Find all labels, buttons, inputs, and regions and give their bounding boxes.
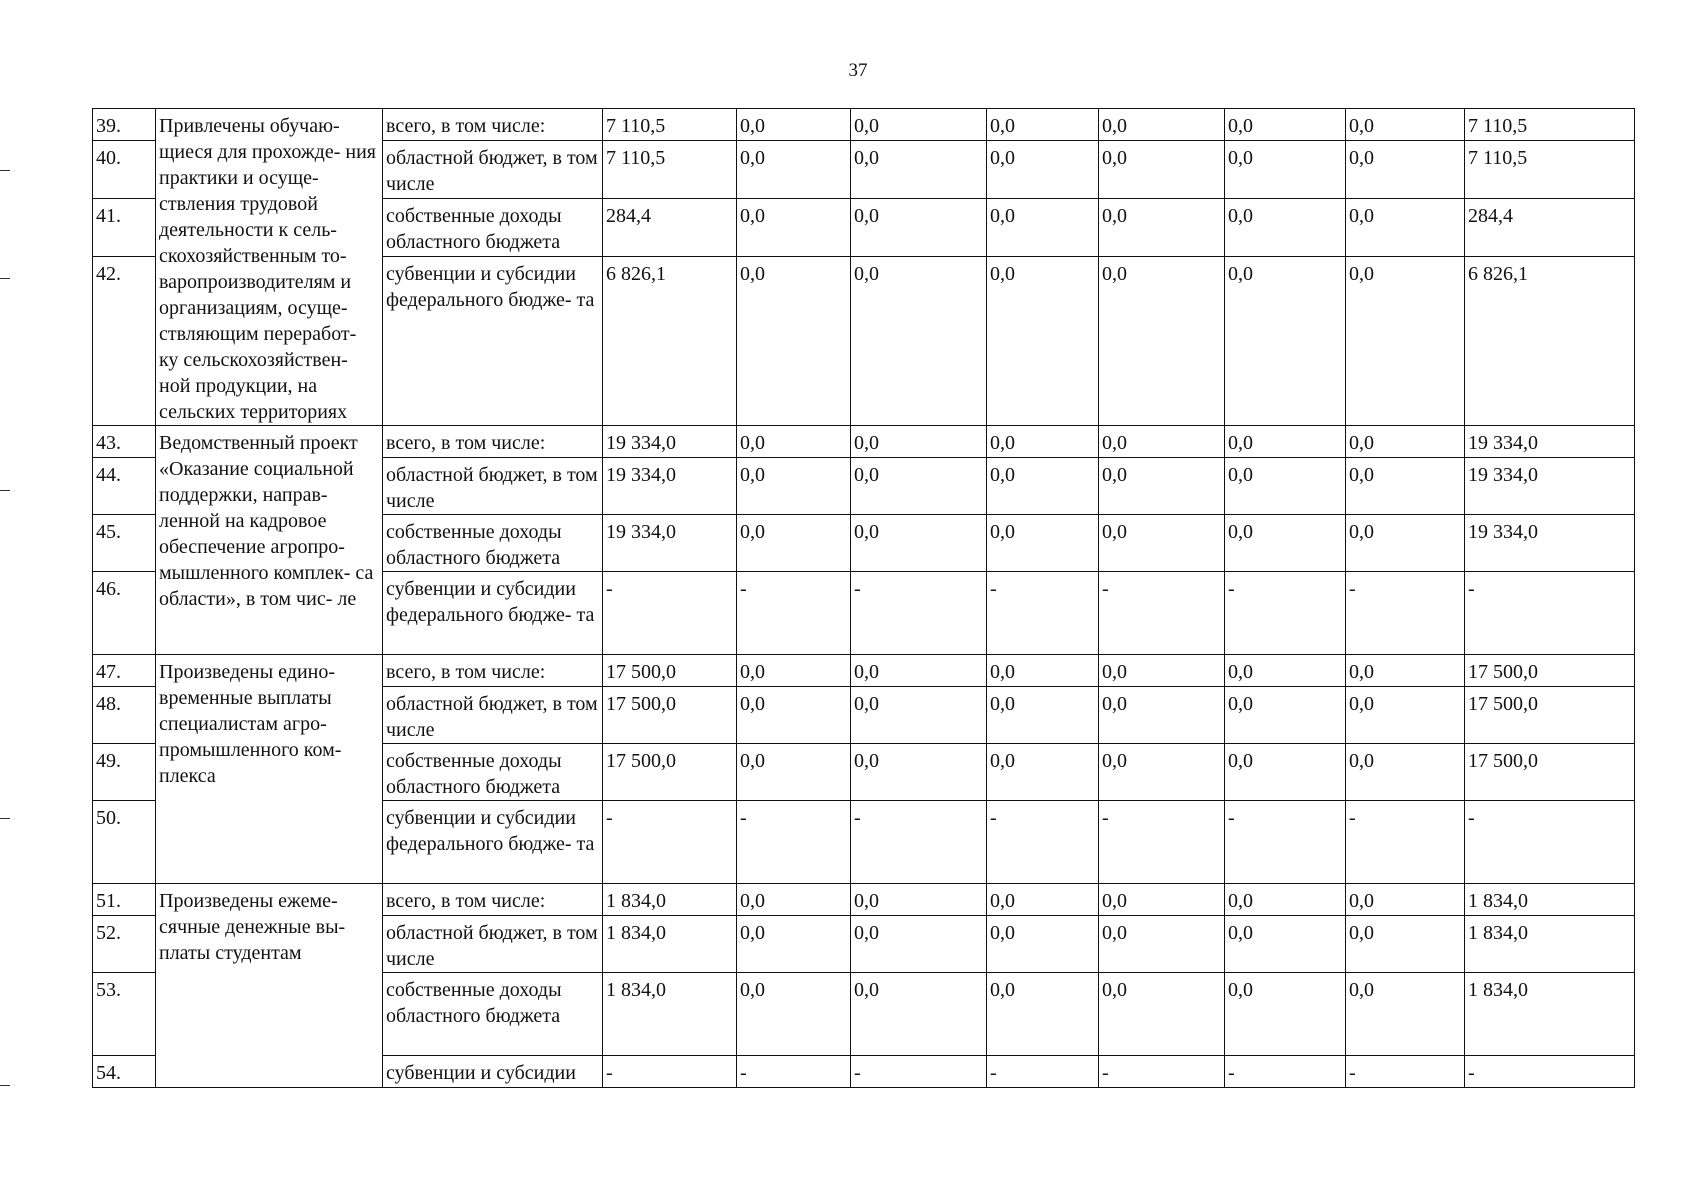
row-number: 52. (93, 916, 156, 973)
total-value-cell: 7 110,5 (1465, 109, 1635, 141)
value-cell: 0,0 (1099, 199, 1225, 257)
row-number: 43. (93, 426, 156, 458)
funding-source: собственные доходы областного бюджета (383, 199, 603, 257)
value-cell: 0,0 (851, 426, 987, 458)
value-cell: 1 834,0 (603, 916, 737, 973)
total-value-cell: - (1465, 1056, 1635, 1088)
total-value-cell: 1 834,0 (1465, 916, 1635, 973)
value-cell: 0,0 (1099, 256, 1225, 425)
value-cell: 0,0 (851, 199, 987, 257)
value-cell: - (987, 572, 1099, 655)
total-value-cell: 19 334,0 (1465, 426, 1635, 458)
value-cell: 17 500,0 (603, 655, 737, 687)
total-value-cell: 1 834,0 (1465, 884, 1635, 916)
total-value-cell: - (1465, 801, 1635, 884)
value-cell: 0,0 (851, 973, 987, 1056)
value-cell: 0,0 (1099, 458, 1225, 515)
row-number: 45. (93, 515, 156, 572)
value-cell: - (1225, 572, 1346, 655)
value-cell: 0,0 (1099, 141, 1225, 199)
value-cell: 0,0 (987, 141, 1099, 199)
value-cell: 0,0 (1225, 141, 1346, 199)
funding-source: областной бюджет, в том числе (383, 687, 603, 744)
value-cell: - (851, 801, 987, 884)
value-cell: 0,0 (1099, 426, 1225, 458)
value-cell: 0,0 (987, 655, 1099, 687)
row-number: 54. (93, 1056, 156, 1088)
value-cell: - (1099, 1056, 1225, 1088)
total-value-cell: 7 110,5 (1465, 141, 1635, 199)
value-cell: 0,0 (1346, 655, 1465, 687)
value-cell: 0,0 (1099, 884, 1225, 916)
value-cell: 0,0 (1346, 916, 1465, 973)
value-cell: 0,0 (987, 199, 1099, 257)
value-cell: 1 834,0 (603, 884, 737, 916)
row-number: 51. (93, 884, 156, 916)
page-number: 37 (848, 60, 868, 81)
value-cell: 19 334,0 (603, 458, 737, 515)
value-cell: - (851, 572, 987, 655)
value-cell: 0,0 (851, 744, 987, 801)
value-cell: - (987, 1056, 1099, 1088)
value-cell: 7 110,5 (603, 109, 737, 141)
funding-source: субвенции и субсидии (383, 1056, 603, 1088)
value-cell: 0,0 (1225, 687, 1346, 744)
value-cell: - (603, 1056, 737, 1088)
value-cell: 7 110,5 (603, 141, 737, 199)
value-cell: 0,0 (987, 515, 1099, 572)
activity-description: Привлечены обучаю- щиеся для прохожде- ния практики и осуще- ствления трудовой деятельности к сель- скохозяйственным то- варопроизводителям и организациям, осуще- ствляющим переработ- ку сельскохозяйствен- ной продукции, на сельских территориях (156, 109, 383, 426)
value-cell: 0,0 (851, 256, 987, 425)
value-cell: 0,0 (1346, 687, 1465, 744)
value-cell: 0,0 (851, 141, 987, 199)
value-cell: 0,0 (987, 687, 1099, 744)
total-value-cell: 17 500,0 (1465, 655, 1635, 687)
activity-description: Произведены ежеме- сячные денежные вы- платы студентам (156, 884, 383, 1088)
total-value-cell: 19 334,0 (1465, 515, 1635, 572)
value-cell: 0,0 (1225, 744, 1346, 801)
value-cell: 0,0 (737, 884, 851, 916)
value-cell: 0,0 (737, 515, 851, 572)
value-cell: 0,0 (987, 256, 1099, 425)
row-number: 49. (93, 744, 156, 801)
margin-mark (0, 278, 10, 279)
table-row (93, 884, 1635, 916)
value-cell: 17 500,0 (603, 687, 737, 744)
value-cell: 0,0 (987, 426, 1099, 458)
value-cell: 0,0 (1225, 916, 1346, 973)
row-number: 48. (93, 687, 156, 744)
value-cell: 0,0 (987, 884, 1099, 916)
row-number: 39. (93, 109, 156, 141)
margin-mark (0, 818, 10, 819)
value-cell: 0,0 (737, 199, 851, 257)
value-cell: 0,0 (1346, 884, 1465, 916)
total-value-cell: - (1465, 572, 1635, 655)
value-cell: - (1099, 572, 1225, 655)
value-cell: 0,0 (851, 916, 987, 973)
value-cell: 0,0 (737, 744, 851, 801)
total-value-cell: 1 834,0 (1465, 973, 1635, 1056)
value-cell: 0,0 (1099, 744, 1225, 801)
value-cell: 0,0 (737, 109, 851, 141)
row-number: 47. (93, 655, 156, 687)
value-cell: 0,0 (1346, 199, 1465, 257)
value-cell: 0,0 (737, 141, 851, 199)
value-cell: - (1346, 801, 1465, 884)
value-cell: 0,0 (987, 744, 1099, 801)
value-cell: 17 500,0 (603, 744, 737, 801)
total-value-cell: 19 334,0 (1465, 458, 1635, 515)
value-cell: 0,0 (851, 884, 987, 916)
value-cell: 0,0 (737, 916, 851, 973)
value-cell: 6 826,1 (603, 256, 737, 425)
value-cell: 0,0 (1346, 744, 1465, 801)
value-cell: 0,0 (851, 458, 987, 515)
value-cell: 0,0 (1225, 109, 1346, 141)
table-row (93, 655, 1635, 687)
funding-source: собственные доходы областного бюджета (383, 515, 603, 572)
row-number: 50. (93, 801, 156, 884)
margin-mark (0, 170, 10, 171)
row-number: 44. (93, 458, 156, 515)
value-cell: 0,0 (1225, 256, 1346, 425)
funding-source: всего, в том числе: (383, 109, 603, 141)
funding-source: собственные доходы областного бюджета (383, 973, 603, 1056)
row-number: 42. (93, 256, 156, 425)
value-cell: 0,0 (1346, 515, 1465, 572)
value-cell: 0,0 (737, 973, 851, 1056)
value-cell: 0,0 (987, 109, 1099, 141)
funding-source: всего, в том числе: (383, 655, 603, 687)
row-number: 41. (93, 199, 156, 257)
activity-description: Произведены едино- временные выплаты специалистам агро- промышленного ком- плекса (156, 655, 383, 884)
value-cell: 0,0 (987, 973, 1099, 1056)
value-cell: 0,0 (851, 515, 987, 572)
funding-source: всего, в том числе: (383, 884, 603, 916)
margin-mark (0, 1085, 10, 1086)
total-value-cell: 284,4 (1465, 199, 1635, 257)
budget-table (92, 108, 1635, 1088)
margin-mark (0, 490, 10, 491)
value-cell: 0,0 (1099, 916, 1225, 973)
value-cell: 0,0 (851, 109, 987, 141)
value-cell: 0,0 (1099, 655, 1225, 687)
total-value-cell: 17 500,0 (1465, 744, 1635, 801)
value-cell: - (603, 572, 737, 655)
value-cell: - (851, 1056, 987, 1088)
table-row (93, 109, 1635, 141)
value-cell: 0,0 (987, 458, 1099, 515)
funding-source: субвенции и субсидии федерального бюдже- та (383, 256, 603, 425)
value-cell: 0,0 (1225, 655, 1346, 687)
value-cell: 0,0 (1346, 973, 1465, 1056)
value-cell: 19 334,0 (603, 426, 737, 458)
value-cell: - (737, 572, 851, 655)
value-cell: 0,0 (1346, 458, 1465, 515)
value-cell: 0,0 (1225, 426, 1346, 458)
value-cell: 0,0 (1346, 109, 1465, 141)
value-cell: 0,0 (737, 256, 851, 425)
value-cell: 0,0 (1225, 884, 1346, 916)
funding-source: всего, в том числе: (383, 426, 603, 458)
value-cell: 0,0 (1346, 426, 1465, 458)
value-cell: - (1346, 1056, 1465, 1088)
table-row (93, 426, 1635, 458)
value-cell: - (1099, 801, 1225, 884)
funding-source: областной бюджет, в том числе (383, 141, 603, 199)
value-cell: 0,0 (737, 458, 851, 515)
value-cell: - (737, 801, 851, 884)
total-value-cell: 17 500,0 (1465, 687, 1635, 744)
value-cell: 0,0 (1099, 973, 1225, 1056)
row-number: 53. (93, 973, 156, 1056)
value-cell: 0,0 (851, 687, 987, 744)
value-cell: 0,0 (1099, 109, 1225, 141)
value-cell: 0,0 (1225, 973, 1346, 1056)
value-cell: 0,0 (1225, 515, 1346, 572)
activity-description: Ведомственный проект «Оказание социальной поддержки, направ- ленной на кадровое обеспечение агропро- мышленного комплек- са области», в том чис- ле (156, 426, 383, 655)
row-number: 40. (93, 141, 156, 199)
value-cell: 0,0 (737, 426, 851, 458)
total-value-cell: 6 826,1 (1465, 256, 1635, 425)
value-cell: - (1225, 801, 1346, 884)
value-cell: 284,4 (603, 199, 737, 257)
value-cell: 0,0 (1225, 458, 1346, 515)
funding-source: областной бюджет, в том числе (383, 916, 603, 973)
value-cell: 0,0 (987, 916, 1099, 973)
value-cell: - (603, 801, 737, 884)
value-cell: 0,0 (737, 655, 851, 687)
funding-source: собственные доходы областного бюджета (383, 744, 603, 801)
value-cell: 0,0 (1346, 256, 1465, 425)
row-number: 46. (93, 572, 156, 655)
value-cell: - (737, 1056, 851, 1088)
value-cell: 0,0 (1346, 141, 1465, 199)
value-cell: - (1225, 1056, 1346, 1088)
funding-source: субвенции и субсидии федерального бюдже- та (383, 801, 603, 884)
value-cell: 1 834,0 (603, 973, 737, 1056)
value-cell: 0,0 (1099, 687, 1225, 744)
value-cell: - (1346, 572, 1465, 655)
value-cell: - (987, 801, 1099, 884)
value-cell: 0,0 (851, 655, 987, 687)
funding-source: областной бюджет, в том числе (383, 458, 603, 515)
value-cell: 19 334,0 (603, 515, 737, 572)
funding-source: субвенции и субсидии федерального бюдже- та (383, 572, 603, 655)
value-cell: 0,0 (1225, 199, 1346, 257)
value-cell: 0,0 (1099, 515, 1225, 572)
value-cell: 0,0 (737, 687, 851, 744)
